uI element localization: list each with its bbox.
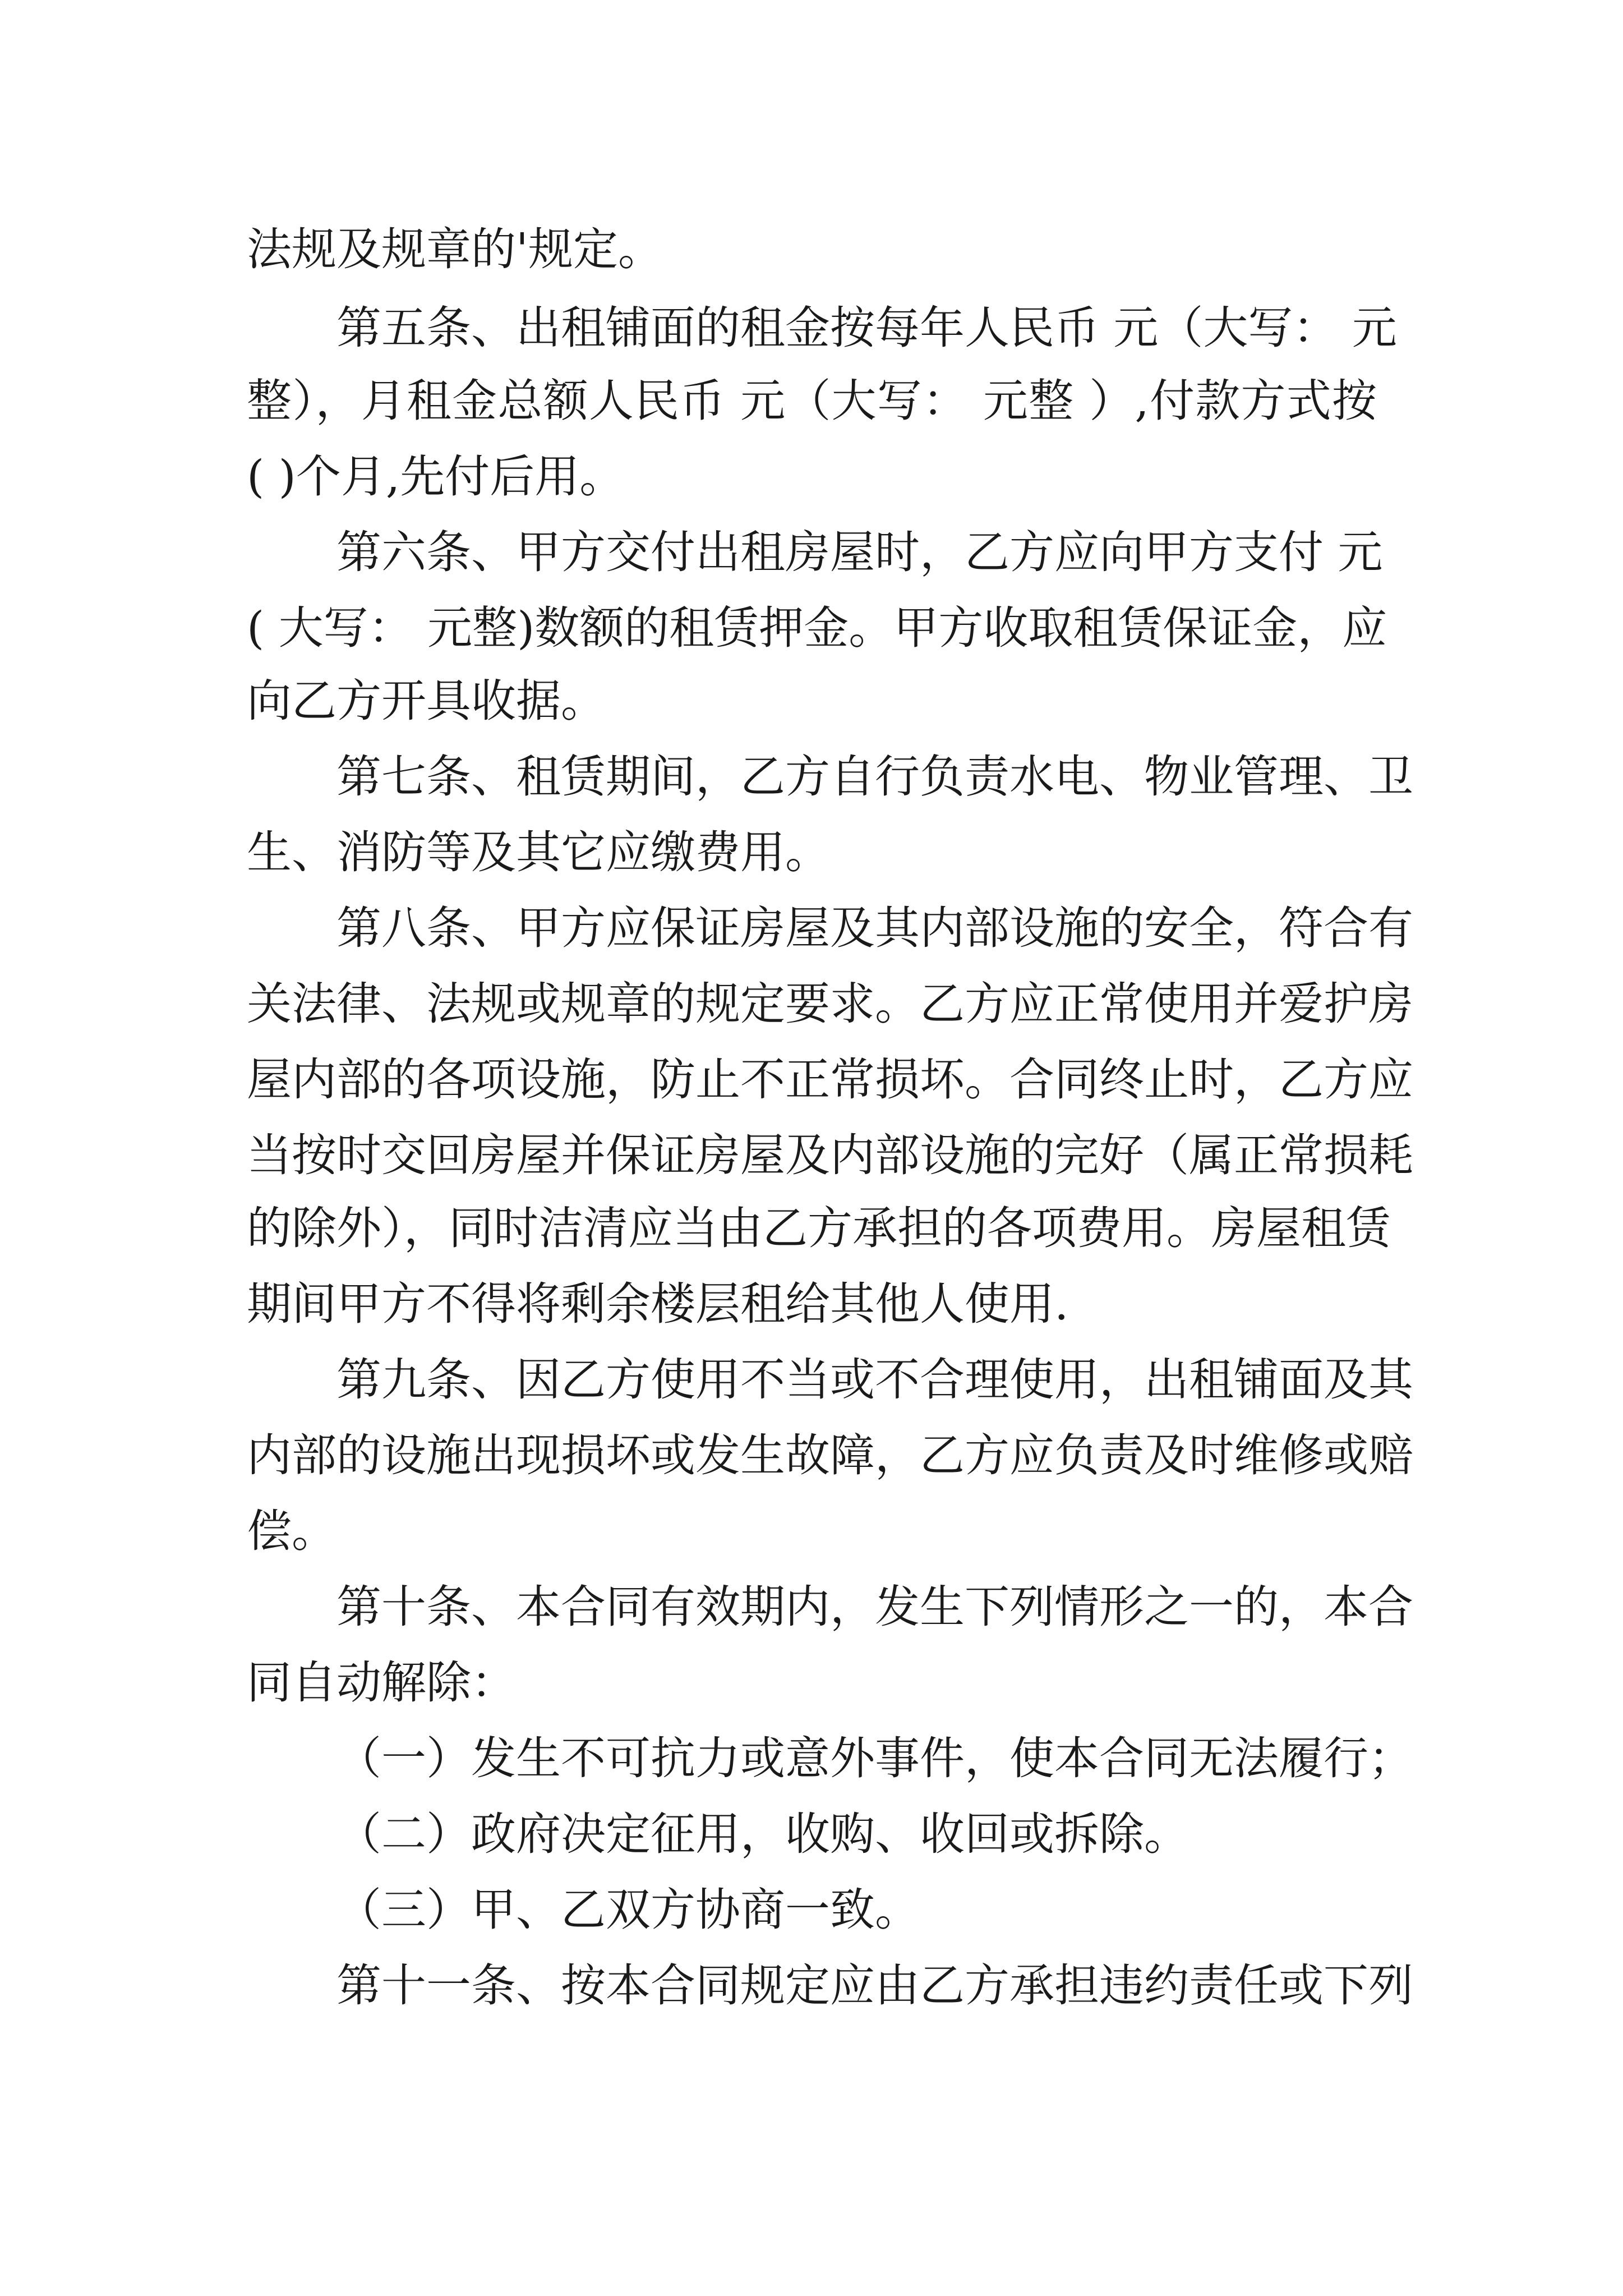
text-line: 屋内部的各项设施，防止不正常损坏。合同终止时，乙方应 bbox=[247, 1053, 1413, 1106]
text-line: （一）发生不可抗力或意外事件，使本合同无法履行； bbox=[336, 1732, 1413, 1784]
text-line: 第十条、本合同有效期内，发生下列情形之一的，本合 bbox=[336, 1581, 1413, 1633]
text-line: 向乙方开具收据。 bbox=[247, 675, 606, 727]
text-line: ( )个月,先付后用。 bbox=[247, 450, 625, 503]
text-line: 第六条、甲方交付出租房屋时，乙方应向甲方支付 元 bbox=[336, 526, 1383, 578]
text-line: 第九条、因乙方使用不当或不合理使用，出租铺面及其 bbox=[336, 1354, 1413, 1406]
text-line: 生、消防等及其它应缴费用。 bbox=[247, 826, 830, 878]
text-line: （二）政府决定征用，收购、收回或拆除。 bbox=[336, 1808, 1189, 1860]
text-line: ( 大写： 元整)数额的租赁押金。甲方收取租赁保证金，应 bbox=[247, 602, 1387, 654]
text-line: 第七条、租赁期间，乙方自行负责水电、物业管理、卫 bbox=[336, 751, 1413, 803]
text-line: 当按时交回房屋并保证房屋及内部设施的完好（属正常损耗 bbox=[247, 1129, 1413, 1181]
text-line: 第八条、甲方应保证房屋及其内部设施的安全，符合有 bbox=[336, 902, 1413, 954]
text-line: 内部的设施出现损坏或发生故障，乙方应负责及时维修或赔 bbox=[247, 1429, 1413, 1481]
text-line: 关法律、法规或规章的规定要求。乙方应正常使用并爱护房 bbox=[247, 978, 1413, 1030]
text-line: 法规及规章的'规定。 bbox=[247, 223, 663, 275]
text-line: 第十一条、按本合同规定应由乙方承担违约责任或下列 bbox=[336, 1959, 1413, 2012]
text-line: 期间甲方不得将剩余楼层租给其他人使用. bbox=[247, 1278, 1069, 1330]
text-line: 整），月租金总额人民币 元（大写： 元整 ）,付款方式按 bbox=[247, 375, 1377, 427]
text-line: 偿。 bbox=[247, 1505, 336, 1557]
text-line: 同自动解除： bbox=[247, 1657, 516, 1709]
text-line: 第五条、出租铺面的租金按每年人民币 元（大写： 元 bbox=[336, 302, 1397, 354]
text-line: （三）甲、乙双方协商一致。 bbox=[336, 1884, 920, 1936]
text-line: 的除外），同时洁清应当由乙方承担的各项费用。房屋租赁 bbox=[247, 1202, 1391, 1254]
